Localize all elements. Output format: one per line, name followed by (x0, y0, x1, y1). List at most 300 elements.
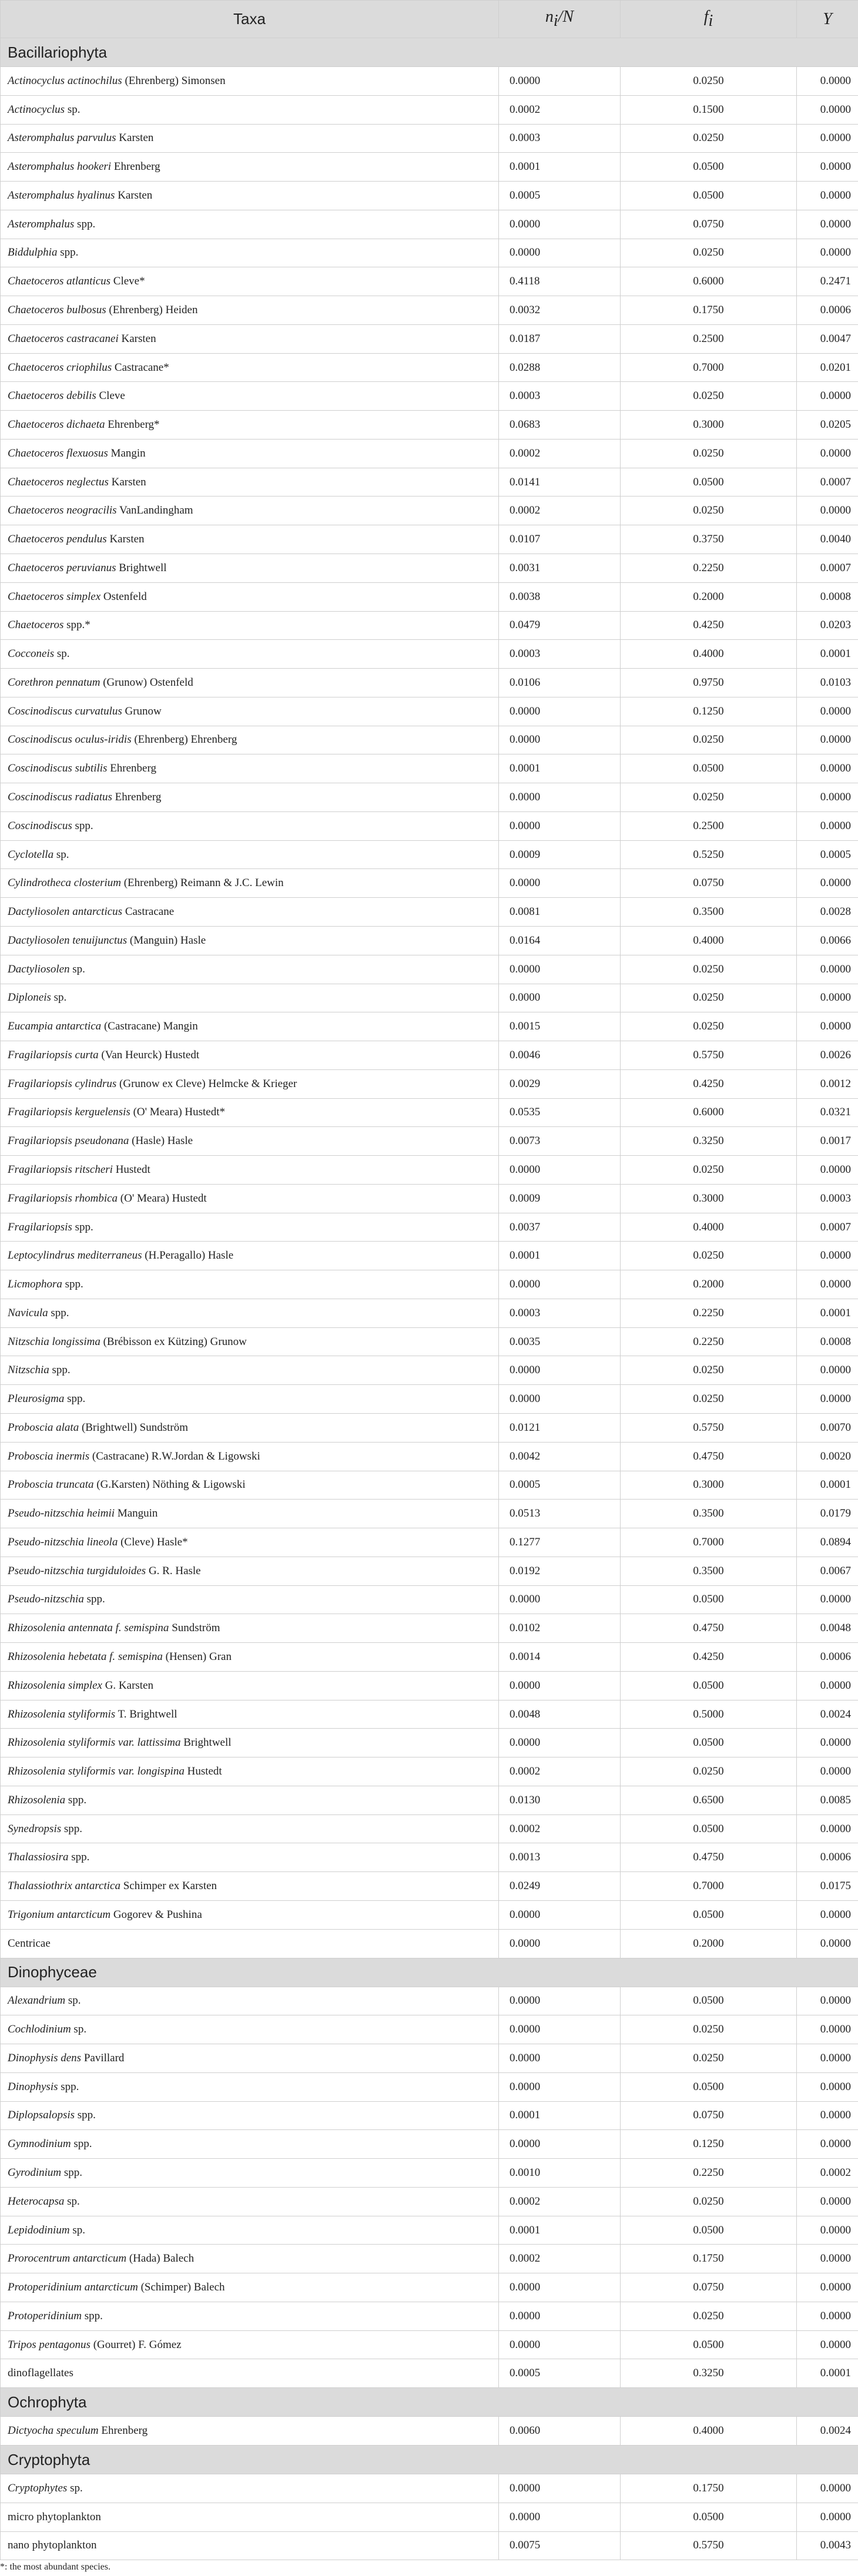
table-row (1, 2302, 858, 2330)
dominance-cell: 0.0205 (797, 411, 858, 440)
table-row (1, 2474, 858, 2503)
taxon-species: Trigonium antarcticum (8, 1908, 111, 1921)
dominance-cell: 0.0026 (797, 1041, 858, 1070)
taxon-authority: (O' Meara) Hustedt* (130, 1106, 226, 1119)
frequency-cell: 0.0250 (621, 1156, 797, 1185)
taxon-species: Pseudo-nitzschia turgiduloides (8, 1564, 146, 1577)
taxon-authority: spp. (57, 246, 79, 259)
taxon-species: Fragilariopsis pseudonana (8, 1135, 129, 1148)
taxon-cell (1, 353, 499, 382)
taxon-cell (1, 2015, 499, 2044)
taxon-authority: Gogorev & Pushina (110, 1908, 202, 1921)
dominance-cell: 0.0006 (797, 1643, 858, 1672)
frequency-cell: 0.3250 (621, 1127, 797, 1156)
taxon-authority: (Ehrenberg) Ehrenberg (131, 733, 237, 746)
taxon-species: Rhizosolenia antennata f. semispina (8, 1622, 169, 1635)
table-row (1, 1929, 858, 1958)
table-row (1, 1041, 858, 1070)
abundance-cell: 0.0032 (499, 296, 621, 325)
taxon-cell (1, 267, 499, 296)
abundance-cell: 0.0001 (499, 1242, 621, 1270)
taxon-authority: spp. (49, 1364, 71, 1377)
frequency-cell: 0.0500 (621, 182, 797, 210)
frequency-cell: 0.0250 (621, 497, 797, 525)
abundance-cell: 0.0075 (499, 2531, 621, 2560)
abundance-cell: 0.0015 (499, 1012, 621, 1041)
dominance-cell: 0.0067 (797, 1557, 858, 1585)
dominance-cell: 0.0003 (797, 1184, 858, 1213)
taxon-authority: sp. (54, 648, 70, 660)
abundance-cell: 0.0031 (499, 554, 621, 583)
taxon-authority: sp. (69, 2223, 85, 2236)
taxon-species: Chaetoceros debilis (8, 390, 96, 402)
abundance-cell: 0.0000 (499, 1901, 621, 1930)
table-row (1, 1500, 858, 1528)
dominance-cell: 0.0103 (797, 669, 858, 697)
abundance-cell: 0.0164 (499, 926, 621, 955)
table-row (1, 124, 858, 153)
dominance-cell: 0.0000 (797, 1585, 858, 1614)
frequency-cell: 0.4000 (621, 926, 797, 955)
header-dominance-y: Y (823, 9, 832, 28)
abundance-cell: 0.0130 (499, 1786, 621, 1814)
taxon-authority: Grunow (122, 705, 162, 717)
abundance-cell: 0.0002 (499, 439, 621, 468)
abundance-cell: 0.0042 (499, 1442, 621, 1471)
abundance-cell: 0.0192 (499, 1557, 621, 1585)
dominance-cell: 0.0000 (797, 2015, 858, 2044)
abundance-cell: 0.0000 (499, 67, 621, 96)
table-row (1, 1127, 858, 1156)
taxon-authority: Schimper ex Karsten (120, 1880, 217, 1893)
taxon-cell (1, 898, 499, 927)
table-row (1, 2159, 858, 2188)
taxon-species: Pseudo-nitzschia lineola (8, 1535, 118, 1548)
taxon-species: Rhizosolenia styliformis var. lattissima (8, 1736, 181, 1749)
dominance-cell: 0.0000 (797, 783, 858, 812)
dominance-cell: 0.0001 (797, 640, 858, 669)
frequency-cell: 0.3500 (621, 898, 797, 927)
taxon-species: Chaetoceros criophilus (8, 361, 112, 374)
abundance-cell: 0.0038 (499, 582, 621, 611)
taxon-cell (1, 2245, 499, 2273)
table-row (1, 1012, 858, 1041)
table-row (1, 898, 858, 927)
dominance-cell: 0.0000 (797, 210, 858, 239)
frequency-cell: 0.1750 (621, 2474, 797, 2503)
taxon-species: Chaetoceros dichaeta (8, 418, 105, 431)
frequency-cell: 0.2500 (621, 811, 797, 840)
dominance-cell: 0.0006 (797, 1843, 858, 1872)
table-row (1, 1184, 858, 1213)
dominance-cell: 0.0000 (797, 754, 858, 783)
dominance-cell: 0.0000 (797, 182, 858, 210)
frequency-cell: 0.3500 (621, 1557, 797, 1585)
dominance-cell: 0.0179 (797, 1500, 858, 1528)
abundance-cell: 0.0249 (499, 1872, 621, 1901)
taxon-cell (1, 984, 499, 1012)
dominance-cell: 0.0001 (797, 1299, 858, 1327)
taxon-cell (1, 2101, 499, 2130)
table-row (1, 67, 858, 96)
taxon-authority: sp. (64, 2195, 80, 2208)
taxon-authority: Brightwell (116, 561, 167, 574)
taxon-cell (1, 2216, 499, 2245)
taxon-cell (1, 1270, 499, 1299)
taxon-species: Synedropsis (8, 1822, 62, 1835)
taxon-species: Chaetoceros flexuosus (8, 447, 108, 459)
frequency-cell: 0.5750 (621, 1041, 797, 1070)
frequency-cell: 0.3000 (621, 411, 797, 440)
taxon-species: Cyclotella (8, 848, 54, 861)
taxon-species: Fragilariopsis kerguelensis (8, 1106, 130, 1119)
taxon-species: Diplopsalopsis (8, 2109, 75, 2122)
taxon-species: Chaetoceros simplex (8, 590, 101, 603)
table-row (1, 2330, 858, 2359)
header-dominance (797, 1, 858, 38)
abundance-cell: 0.0000 (499, 2130, 621, 2159)
taxon-authority: spp. (72, 1220, 93, 1233)
taxon-species: Dactyliosolen (8, 962, 70, 975)
dominance-cell: 0.0201 (797, 353, 858, 382)
table-row (1, 869, 858, 898)
taxon-species: Fragilariopsis rhombica (8, 1192, 118, 1205)
taxon-authority: (Hensen) Gran (162, 1650, 232, 1663)
table-row (1, 1643, 858, 1672)
taxon-species: Tripos pentagonus (8, 2338, 91, 2351)
frequency-cell: 0.9750 (621, 669, 797, 697)
table-row (1, 1757, 858, 1786)
group-heading: Dinophyceae (1, 1958, 858, 1987)
abundance-cell: 0.0002 (499, 2245, 621, 2273)
dominance-cell: 0.0000 (797, 2273, 858, 2302)
abundance-cell: 0.0000 (499, 1585, 621, 1614)
abundance-cell: 0.0000 (499, 2302, 621, 2330)
frequency-cell: 0.4250 (621, 611, 797, 640)
taxon-cell (1, 1843, 499, 1872)
abundance-cell: 0.0002 (499, 497, 621, 525)
taxon-cell (1, 1528, 499, 1557)
table-row (1, 811, 858, 840)
taxon-authority: spp. (61, 2166, 83, 2179)
frequency-cell: 0.0250 (621, 955, 797, 984)
taxon-cell (1, 1041, 499, 1070)
frequency-cell: 0.0250 (621, 382, 797, 411)
taxon-species: Asteromphalus (8, 217, 75, 230)
taxon-authority: Cleve* (110, 275, 145, 288)
table-row (1, 1700, 858, 1729)
frequency-cell: 0.3500 (621, 1500, 797, 1528)
taxon-cell (1, 1814, 499, 1843)
dominance-cell: 0.0175 (797, 1872, 858, 1901)
taxon-species: Cylindrotheca closterium (8, 877, 121, 890)
dominance-cell: 0.0001 (797, 2359, 858, 2388)
taxon-authority: nano phytoplankton (8, 2539, 97, 2552)
taxon-cell (1, 439, 499, 468)
taxon-cell (1, 2417, 499, 2446)
taxon-cell (1, 1127, 499, 1156)
taxon-species: Cocconeis (8, 648, 55, 660)
taxon-cell (1, 2044, 499, 2073)
taxon-cell (1, 783, 499, 812)
dominance-cell: 0.0000 (797, 1270, 858, 1299)
frequency-cell: 0.0500 (621, 1671, 797, 1700)
frequency-cell: 0.0250 (621, 2044, 797, 2073)
frequency-cell: 0.0500 (621, 2216, 797, 2245)
taxon-species: Rhizosolenia styliformis var. longispina (8, 1765, 185, 1778)
taxon-cell (1, 1786, 499, 1814)
dominance-cell: 0.0894 (797, 1528, 858, 1557)
taxon-species: Chaetoceros atlanticus (8, 275, 111, 288)
dominance-cell: 0.0000 (797, 811, 858, 840)
taxon-authority: Cleve (96, 390, 125, 402)
taxon-cell (1, 811, 499, 840)
table-row (1, 2216, 858, 2245)
taxon-cell (1, 1356, 499, 1385)
taxon-authority: (Grunow ex Cleve) Helmcke & Krieger (116, 1077, 297, 1090)
taxon-authority: spp. (64, 1393, 86, 1406)
dominance-cell: 0.0047 (797, 324, 858, 353)
abundance-cell: 0.0002 (499, 1757, 621, 1786)
taxon-cell (1, 1156, 499, 1185)
abundance-cell: 0.0000 (499, 1987, 621, 2015)
abundance-cell: 0.0073 (499, 1127, 621, 1156)
taxon-cell (1, 1012, 499, 1041)
frequency-cell: 0.3000 (621, 1184, 797, 1213)
dominance-cell: 0.0203 (797, 611, 858, 640)
dominance-cell: 0.0000 (797, 67, 858, 96)
dominance-cell: 0.0000 (797, 1901, 858, 1930)
dominance-cell: 0.0000 (797, 95, 858, 124)
taxon-species: Rhizosolenia hebetata f. semispina (8, 1650, 163, 1663)
dominance-cell: 0.0000 (797, 1356, 858, 1385)
taxon-cell (1, 182, 499, 210)
taxon-authority: spp. (83, 1593, 105, 1606)
dominance-cell: 0.0070 (797, 1413, 858, 1442)
abundance-cell: 0.0046 (499, 1041, 621, 1070)
table-row (1, 582, 858, 611)
taxon-authority: spp. (81, 2309, 103, 2322)
table-row (1, 1098, 858, 1127)
abundance-cell: 0.0000 (499, 1356, 621, 1385)
taxon-authority: sp. (71, 2023, 87, 2036)
taxon-authority: spp. (62, 1278, 83, 1291)
frequency-cell: 0.0500 (621, 2503, 797, 2531)
taxon-cell (1, 611, 499, 640)
dominance-cell: 0.0000 (797, 1729, 858, 1757)
taxon-authority: Karsten (115, 189, 153, 202)
table-row (1, 1557, 858, 1585)
taxon-cell (1, 2130, 499, 2159)
frequency-cell: 0.2000 (621, 1929, 797, 1958)
abundance-cell: 0.0003 (499, 1299, 621, 1327)
abundance-cell: 0.0288 (499, 353, 621, 382)
dominance-cell: 0.0000 (797, 1156, 858, 1185)
taxon-species: Chaetoceros pendulus (8, 533, 107, 546)
abundance-cell: 0.0002 (499, 95, 621, 124)
taxon-species: Cryptophytes (8, 2481, 68, 2494)
taxon-authority: VanLandingham (116, 504, 193, 517)
abundance-cell: 0.0081 (499, 898, 621, 927)
dominance-cell: 0.0005 (797, 840, 858, 869)
table-row (1, 783, 858, 812)
frequency-cell: 0.2250 (621, 2159, 797, 2188)
table-row (1, 2359, 858, 2388)
group-row (1, 2388, 858, 2417)
taxon-authority: Karsten (108, 475, 146, 488)
group-heading: Cryptophyta (1, 2446, 858, 2474)
frequency-cell: 0.0500 (621, 153, 797, 182)
frequency-cell: 0.4250 (621, 1069, 797, 1098)
taxon-authority: sp. (69, 962, 85, 975)
taxon-authority: Manguin (115, 1507, 158, 1520)
taxon-cell (1, 1385, 499, 1414)
taxon-cell (1, 554, 499, 583)
taxon-cell (1, 1327, 499, 1356)
dominance-cell: 0.0000 (797, 1987, 858, 2015)
taxon-species: Chaetoceros neglectus (8, 475, 109, 488)
dominance-cell: 0.0020 (797, 1442, 858, 1471)
taxon-cell (1, 1213, 499, 1242)
taxon-authority: Karsten (116, 132, 154, 145)
table-row (1, 640, 858, 669)
taxon-species: Diploneis (8, 991, 51, 1004)
taxon-species: Coscinodiscus oculus-iridis (8, 733, 132, 746)
table-row (1, 1528, 858, 1557)
taxon-species: Rhizosolenia styliformis (8, 1708, 116, 1720)
taxon-authority: Ehrenberg (107, 762, 156, 775)
taxon-cell (1, 640, 499, 669)
table-row (1, 2015, 858, 2044)
table-row (1, 1729, 858, 1757)
taxon-cell (1, 2503, 499, 2531)
taxon-species: Proboscia alata (8, 1421, 79, 1434)
header-abundance (499, 1, 621, 38)
abundance-cell: 0.0000 (499, 869, 621, 898)
frequency-cell: 0.0250 (621, 1012, 797, 1041)
table-row (1, 525, 858, 554)
dominance-cell: 0.0085 (797, 1786, 858, 1814)
taxon-authority: spp. (71, 2138, 92, 2151)
table-row (1, 2245, 858, 2273)
taxon-cell (1, 1098, 499, 1127)
taxon-species: Pseudo-nitzschia (8, 1593, 84, 1606)
taxon-authority: Brightwell (180, 1736, 232, 1749)
table-row (1, 296, 858, 325)
taxon-species: Chaetoceros neogracilis (8, 504, 117, 517)
taxon-cell (1, 2531, 499, 2560)
taxon-authority: Castracane* (112, 361, 169, 374)
frequency-cell: 0.7000 (621, 1528, 797, 1557)
taxon-authority: micro phytoplankton (8, 2510, 101, 2523)
abundance-cell: 0.0010 (499, 2159, 621, 2188)
dominance-cell: 0.0000 (797, 2330, 858, 2359)
dominance-cell: 0.0000 (797, 1012, 858, 1041)
dominance-cell: 0.0040 (797, 525, 858, 554)
taxon-species: Actinocyclus actinochilus (8, 74, 122, 87)
frequency-cell: 0.3250 (621, 2359, 797, 2388)
taxon-cell (1, 1442, 499, 1471)
frequency-cell: 0.5250 (621, 840, 797, 869)
frequency-cell: 0.0250 (621, 984, 797, 1012)
abundance-cell: 0.0107 (499, 525, 621, 554)
taxon-species: Pleurosigma (8, 1393, 65, 1406)
taxon-species: Heterocapsa (8, 2195, 65, 2208)
abundance-cell: 0.0102 (499, 1614, 621, 1643)
taxon-authority: sp. (65, 1994, 81, 2007)
taxa-table-body (1, 38, 858, 2560)
abundance-cell: 0.0000 (499, 2015, 621, 2044)
taxon-species: Cochlodinium (8, 2023, 71, 2036)
frequency-cell: 0.4000 (621, 2417, 797, 2446)
frequency-cell: 0.5000 (621, 1700, 797, 1729)
frequency-cell: 0.4250 (621, 1643, 797, 1672)
taxon-cell (1, 1671, 499, 1700)
table-row (1, 1671, 858, 1700)
table-row (1, 1356, 858, 1385)
abundance-cell: 0.0009 (499, 840, 621, 869)
taxon-cell (1, 1987, 499, 2015)
header-frequency-f: f (703, 8, 709, 26)
abundance-cell: 0.0002 (499, 1814, 621, 1843)
dominance-cell: 0.0000 (797, 2216, 858, 2245)
table-row (1, 1471, 858, 1500)
table-row (1, 726, 858, 754)
taxon-species: Chaetoceros (8, 619, 64, 632)
abundance-cell: 0.0000 (499, 1156, 621, 1185)
frequency-cell: 0.2250 (621, 554, 797, 583)
dominance-cell: 0.0000 (797, 2101, 858, 2130)
taxon-species: Gyrodinium (8, 2166, 62, 2179)
table-row (1, 2531, 858, 2560)
table-row (1, 669, 858, 697)
taxon-authority: dinoflagellates (8, 2367, 73, 2380)
taxon-authority: Ehrenberg (98, 2424, 148, 2437)
taxon-authority: Hustedt (184, 1765, 222, 1778)
abundance-cell: 0.0000 (499, 955, 621, 984)
taxon-species: Fragilariopsis cylindrus (8, 1077, 117, 1090)
taxon-species: Protoperidinium antarcticum (8, 2281, 138, 2294)
taxon-authority: spp. (75, 2109, 96, 2122)
frequency-cell: 0.1250 (621, 697, 797, 726)
taxon-cell (1, 754, 499, 783)
taxon-cell (1, 468, 499, 497)
table-row (1, 2072, 858, 2101)
taxon-species: Dinophysis (8, 2080, 58, 2093)
table-row (1, 611, 858, 640)
dominance-cell: 0.2471 (797, 267, 858, 296)
frequency-cell: 0.3000 (621, 1471, 797, 1500)
frequency-cell: 0.1500 (621, 95, 797, 124)
taxon-species: Chaetoceros castracanei (8, 332, 119, 345)
table-row (1, 554, 858, 583)
taxon-species: Dinophysis dens (8, 2051, 82, 2064)
table-row (1, 2187, 858, 2216)
taxon-species: Dactyliosolen antarcticus (8, 905, 123, 918)
frequency-cell: 0.0250 (621, 1356, 797, 1385)
taxon-authority: (H.Peragallo) Hasle (142, 1249, 234, 1262)
group-row (1, 2446, 858, 2474)
taxon-authority: spp. (74, 217, 96, 230)
taxon-authority: Ehrenberg* (105, 418, 160, 431)
taxon-cell (1, 67, 499, 96)
dominance-cell: 0.0000 (797, 1757, 858, 1786)
group-heading: Bacillariophyta (1, 38, 858, 67)
taxon-species: Rhizosolenia simplex (8, 1679, 102, 1692)
abundance-cell: 0.0003 (499, 640, 621, 669)
table-row (1, 382, 858, 411)
frequency-cell: 0.4750 (621, 1614, 797, 1643)
